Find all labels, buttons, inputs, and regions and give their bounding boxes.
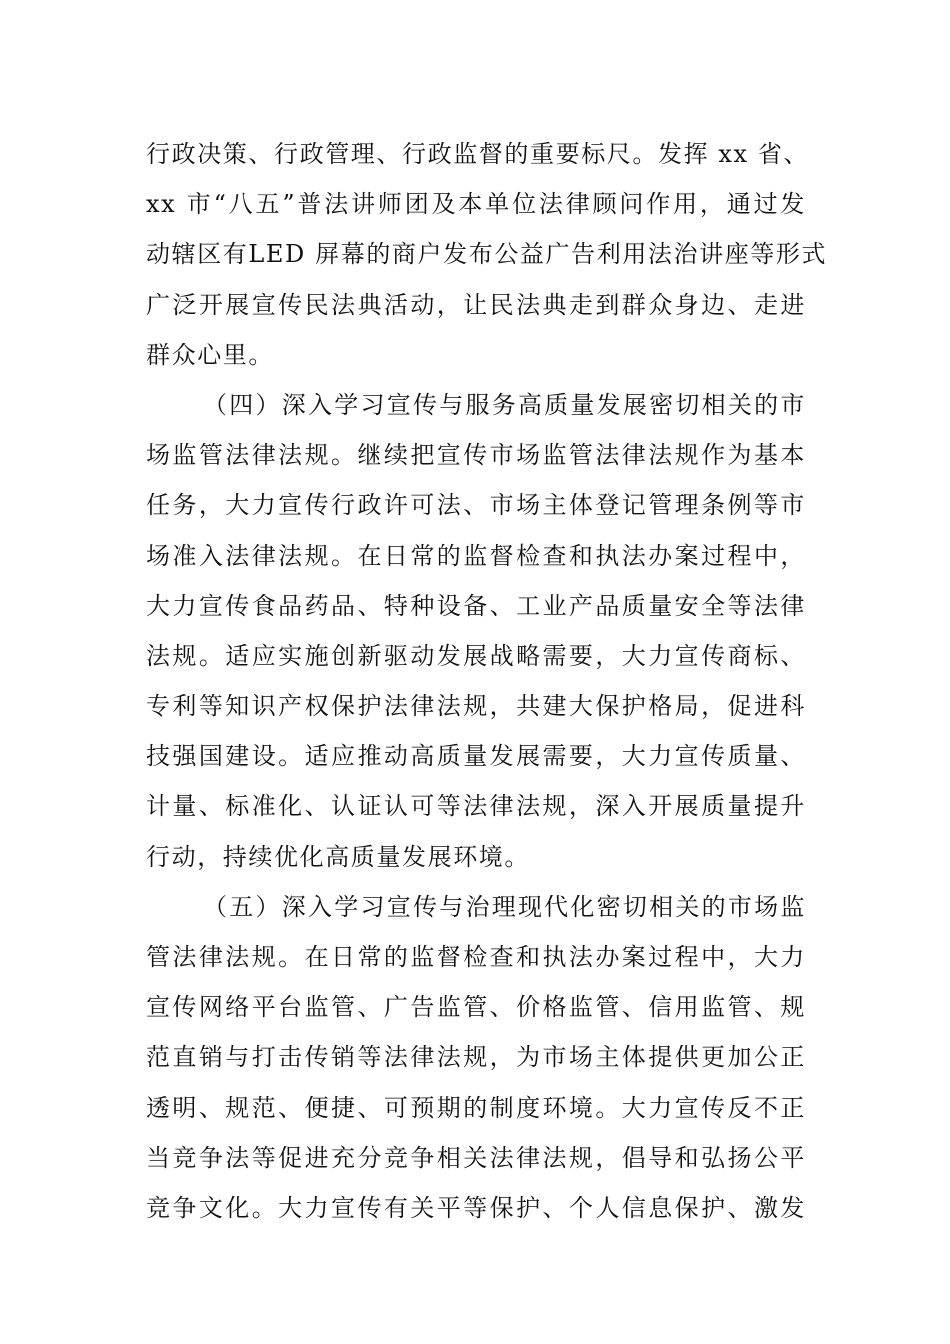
paragraph-p3-tail [146,129,828,380]
text-line: 场准入法律法规。在日常的监督检查和执法办案过程中， [146,541,806,570]
text-line: 大力宣传食品药品、特种设备、工业产品质量安全等法律 [146,591,806,620]
text-line: （四）深入学习宣传与服务高质量发展密切相关的市 [203,390,806,419]
text-line: 场监管法律法规。继续把宣传市场监管法律法规作为基本 [146,441,806,470]
text-line: xx 市“八五”普法讲师团及本单位法律顾问作用，通过发 [146,190,806,219]
paragraph-p5 [146,882,806,1233]
text-line: 宣传网络平台监管、广告监管、价格监管、信用监管、规 [146,993,806,1022]
text-line: 当竞争法等促进充分竞争相关法律法规，倡导和弘扬公平 [146,1143,806,1172]
text-line: 管法律法规。在日常的监督检查和执法办案过程中，大力 [146,943,806,971]
text-line: 竞争文化。大力宣传有关平等保护、个人信息保护、激发 [146,1193,806,1222]
text-line: 计量、标准化、认证认可等法律法规，深入开展质量提升 [146,792,806,821]
text-line: 行动，持续优化高质量发展环境。 [146,842,530,871]
text-line: 技强国建设。适应推动高质量发展需要，大力宣传质量、 [146,742,806,771]
text-line: 法规。适应实施创新驱动发展战略需要，大力宣传商标、 [146,641,806,670]
paragraph-p4 [146,380,806,882]
text-line: 透明、规范、便捷、可预期的制度环境。大力宣传反不正 [146,1093,806,1122]
text-line: 范直销与打击传销等法律法规，为市场主体提供更加公正 [146,1043,806,1072]
text-line: 动辖区有LED 屏幕的商户发布公益广告利用法治讲座等形式 [146,240,828,269]
text-line: 专利等知识产权保护法律法规，共建大保护格局，促进科 [146,692,806,721]
text-line: 广泛开展宣传民法典活动，让民法典走到群众身边、走进 [146,290,806,319]
text-line: （五）深入学习宣传与治理现代化密切相关的市场监 [203,892,806,921]
text-line: 行政决策、行政管理、行政监督的重要标尺。发挥 xx 省、 [146,140,810,168]
text-line: 群众心里。 [146,340,274,369]
text-line: 任务，大力宣传行政许可法、市场主体登记管理条例等市 [146,491,806,520]
document-body [146,129,828,1233]
